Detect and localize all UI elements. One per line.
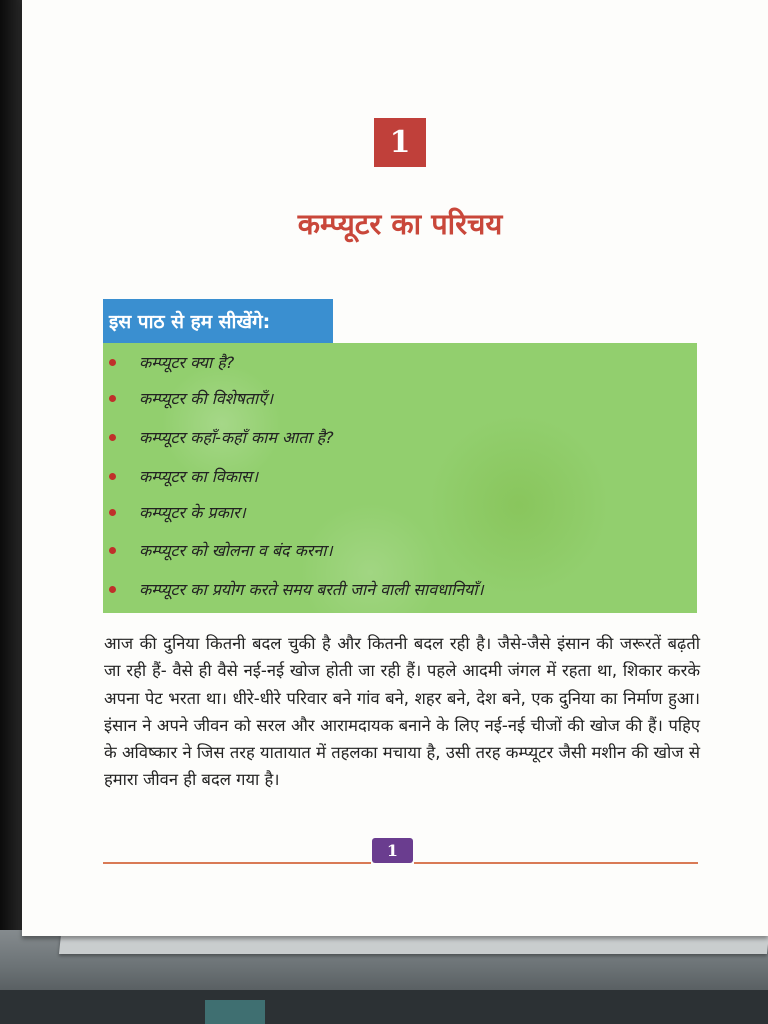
bullet-icon xyxy=(109,434,116,441)
bullet-icon xyxy=(109,547,116,554)
list-item xyxy=(103,533,697,567)
body-paragraph: आज की दुनिया कितनी बदल चुकी है और कितनी बदल रही है। जैसे-जैसे इंसान की जरूरतें बढ़ती जा रही हैं- वैसे ही वैसे नई-नई खोज होती जा रही हैं। पहले आदमी जंगल में रहता था, शिकार करके अपना पेट भरता था। धीरे-धीरे परिवार बने गांव बने, शहर बने, देश बने, एक दुनिया का निर्माण हुआ। इंसान ने अपने जीवन को सरल और आरामदायक बनाने के लिए नई-नई चीजों की खोज की हैं। पहिए के अविष्कार ने जिस तरह यातायात में तहलका मचाया है, उसी तरह कम्प्यूटर जैसी मशीन की खोज से हमारा जीवन ही बदल गया है। xyxy=(104,634,700,790)
list-item xyxy=(103,345,697,379)
bullet-icon xyxy=(109,473,116,480)
list-item-text: कम्प्यूटर को खोलना व बंद करना। xyxy=(139,541,333,560)
list-item-text: कम्प्यूटर का विकास। xyxy=(139,467,259,486)
list-item-text: कम्प्यूटर की विशेषताएँ। xyxy=(139,389,274,408)
learning-objectives-heading: इस पाठ से हम सीखेंगे: xyxy=(103,299,333,343)
footer-rule-left xyxy=(103,862,371,864)
page-number: 1 xyxy=(372,838,413,863)
list-item xyxy=(103,572,697,606)
chapter-title: कम्प्यूटर का परिचय xyxy=(297,207,503,241)
chapter-number: 1 xyxy=(374,118,426,167)
bullet-icon xyxy=(109,586,116,593)
book-page xyxy=(22,0,768,936)
list-item xyxy=(103,459,697,493)
bullet-icon xyxy=(109,359,116,366)
scan-bottom-object xyxy=(205,1000,265,1024)
scan-left-edge xyxy=(0,0,24,940)
list-item xyxy=(103,495,697,529)
list-item xyxy=(103,381,697,415)
scan-bottom-edge xyxy=(0,990,768,1024)
learning-objectives-box xyxy=(103,343,697,613)
footer-rule-right xyxy=(414,862,698,864)
scan-underlying-sheet xyxy=(59,934,768,954)
list-item-text: कम्प्यूटर के प्रकार। xyxy=(139,503,246,522)
list-item-text: कम्प्यूटर कहाँ-कहाँ काम आता है? xyxy=(139,428,334,447)
bullet-icon xyxy=(109,395,116,402)
list-item-text: कम्प्यूटर का प्रयोग करते समय बरती जाने वाली सावधानियाँ। xyxy=(139,580,484,599)
list-item-text: कम्प्यूटर क्या है? xyxy=(139,353,235,372)
bullet-icon xyxy=(109,509,116,516)
list-item xyxy=(103,420,697,454)
